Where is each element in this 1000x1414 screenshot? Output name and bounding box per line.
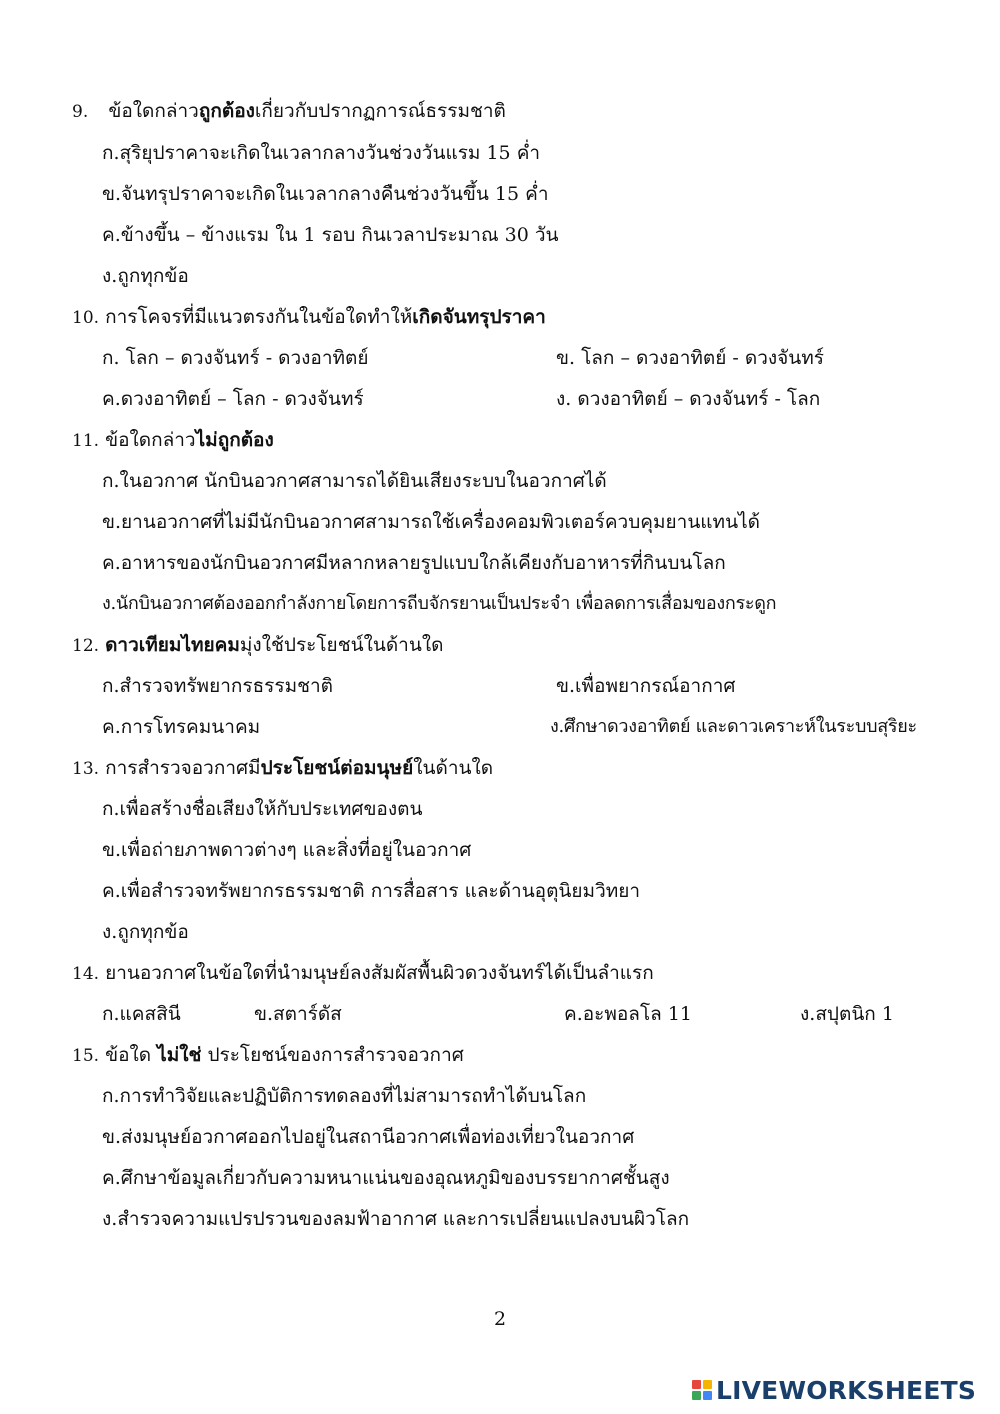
logo-square	[703, 1380, 712, 1389]
question-12-choice-c: ค.การโทรคมนาคม	[102, 716, 261, 738]
logo-square	[692, 1380, 701, 1389]
emphasis: ประโยชน์ต่อมนุษย์	[260, 757, 414, 779]
question-10-choice-d: ง. ดวงอาทิตย์ – ดวงจันทร์ - โลก	[556, 388, 821, 410]
question-9-choice-b: ข.จันทรุปราคาจะเกิดในเวลากลางคืนช่วงวันขึ้น 15 ค่ำ	[102, 183, 549, 205]
brand-text: LIVEWORKSHEETS	[716, 1375, 977, 1405]
question-12-choice-b: ข.เพื่อพยากรณ์อากาศ	[556, 675, 736, 697]
question-12-choice-a: ก.สำรวจทรัพยากรธรรมชาติ	[102, 675, 334, 697]
question-15-choice-b: ข.ส่งมนุษย์อวกาศออกไปอยู่ในสถานีอวกาศเพื่อท่องเที่ยวในอวกาศ	[102, 1126, 635, 1148]
question-9-choice-c: ค.ข้างขึ้น – ข้างแรม ใน 1 รอบ กินเวลาประมาณ 30 วัน	[102, 224, 559, 246]
question-number: 13.	[72, 759, 100, 779]
question-number: 10.	[72, 308, 100, 328]
question-15-choice-a: ก.การทำวิจัยและปฏิบัติการทดลองที่ไม่สามารถทำได้บนโลก	[102, 1085, 587, 1107]
question-10-choice-a: ก. โลก – ดวงจันทร์ - ดวงอาทิตย์	[102, 347, 369, 369]
liveworksheets-logo-icon	[692, 1380, 712, 1400]
question-14-choice-d: ง.สปุตนิก 1	[800, 1003, 894, 1025]
question-13-stem: 13. การสำรวจอวกาศมีประโยชน์ต่อมนุษย์ในด้านใด	[72, 757, 494, 779]
question-11-choice-b: ข.ยานอวกาศที่ไม่มีนักบินอวกาศสามารถใช้เครื่องคอมพิวเตอร์ควบคุมยานแทนได้	[102, 511, 760, 533]
question-13-choice-d: ง.ถูกทุกข้อ	[102, 921, 189, 943]
question-15-choice-c: ค.ศึกษาข้อมูลเกี่ยวกับความหนาแน่นของอุณหภูมิของบรรยากาศชั้นสูง	[102, 1167, 670, 1189]
question-9-choice-a: ก.สุริยุปราคาจะเกิดในเวลากลางวันช่วงวันแรม 15 ค่ำ	[102, 142, 541, 164]
question-15-choice-d: ง.สำรวจความแปรปรวนของลมฟ้าอากาศ และการเปลี่ยนแปลงบนผิวโลก	[102, 1208, 690, 1230]
question-number: 9.	[72, 102, 89, 122]
question-14-choice-a: ก.แคสสินี	[102, 1003, 181, 1025]
question-11-choice-a: ก.ในอวกาศ นักบินอวกาศสามารถได้ยินเสียงระบบในอวกาศได้	[102, 470, 607, 492]
question-11-choice-c: ค.อาหารของนักบินอวกาศมีหลากหลายรูปแบบใกล้เคียงกับอาหารที่กินบนโลก	[102, 552, 726, 574]
question-11-stem: 11. ข้อใดกล่าวไม่ถูกต้อง	[72, 429, 274, 451]
question-13-choice-b: ข.เพื่อถ่ายภาพดาวต่างๆ และสิ่งที่อยู่ในอวกาศ	[102, 839, 472, 861]
page-number: 2	[493, 1308, 507, 1330]
question-13-choice-c: ค.เพื่อสำรวจทรัพยากรธรรมชาติ การสื่อสาร และด้านอุตุนิยมวิทยา	[102, 880, 641, 902]
question-14-stem: 14. ยานอวกาศในข้อใดที่นำมนุษย์ลงสัมผัสพื้นผิวดวงจันทร์ได้เป็นลำแรก	[72, 962, 654, 984]
question-14-choice-c: ค.อะพอลโล 11	[564, 1003, 693, 1025]
emphasis: เกิดจันทรุปราคา	[412, 306, 546, 328]
logo-square	[703, 1391, 712, 1400]
question-9-stem: 9. ข้อใดกล่าวถูกต้องเกี่ยวกับปรากฏการณ์ธรรมชาติ	[72, 100, 506, 122]
question-14-choice-b: ข.สตาร์ดัส	[254, 1003, 342, 1025]
question-10-choice-b: ข. โลก – ดวงอาทิตย์ - ดวงจันทร์	[556, 347, 824, 369]
question-12-stem: 12. ดาวเทียมไทยคมมุ่งใช้ประโยชน์ในด้านใด	[72, 634, 444, 656]
question-11-choice-d: ง.นักบินอวกาศต้องออกกำลังกายโดยการถีบจักรยานเป็นประจำ เพื่อลดการเสื่อมของกระดูก	[102, 593, 777, 614]
emphasis: ถูกต้อง	[198, 100, 255, 122]
logo-square	[692, 1391, 701, 1400]
question-12-choice-d: ง.ศึกษาดวงอาทิตย์ และดาวเคราะห์ในระบบสุริยะ	[550, 716, 917, 737]
emphasis: ไม่ใช่	[157, 1044, 202, 1066]
emphasis: ไม่ถูกต้อง	[195, 429, 274, 451]
question-number: 12.	[72, 636, 100, 656]
question-9-choice-d: ง.ถูกทุกข้อ	[102, 265, 189, 287]
question-number: 11.	[72, 431, 100, 451]
question-15-stem: 15. ข้อใด ไม่ใช่ ประโยชน์ของการสำรวจอวกาศ	[72, 1044, 464, 1066]
liveworksheets-brand	[692, 1376, 976, 1404]
question-number: 14.	[72, 964, 100, 984]
question-10-stem: 10. การโคจรที่มีแนวตรงกันในข้อใดทำให้เกิดจันทรุปราคา	[72, 306, 546, 328]
question-10-choice-c: ค.ดวงอาทิตย์ – โลก - ดวงจันทร์	[102, 388, 364, 410]
question-number: 15.	[72, 1046, 100, 1066]
emphasis: ดาวเทียมไทยคม	[105, 634, 240, 656]
question-13-choice-a: ก.เพื่อสร้างชื่อเสียงให้กับประเทศของตน	[102, 798, 423, 820]
